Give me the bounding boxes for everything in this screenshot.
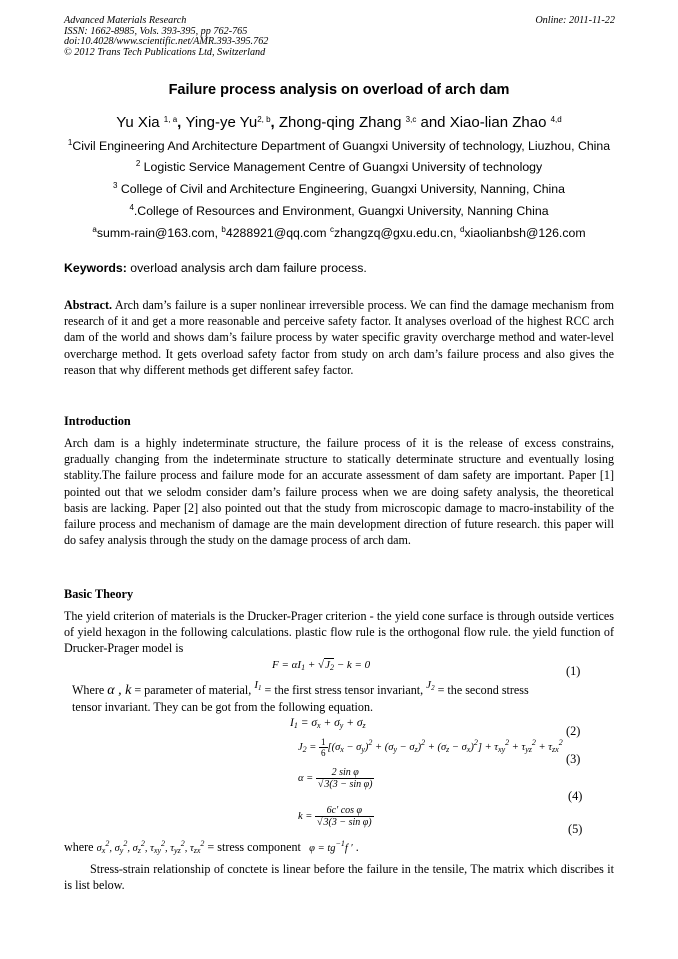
equation-5-number: (5) bbox=[568, 822, 583, 836]
journal-header bbox=[64, 16, 268, 58]
abstract bbox=[64, 297, 614, 378]
email-c: zhangzq@gxu.edu.cn, bbox=[333, 226, 460, 240]
doi-line: doi:10.4028/www.scientific.net/AMR.393-395.762 bbox=[64, 36, 269, 48]
basic-theory-heading: Basic Theory bbox=[64, 587, 134, 601]
journal-name: Advanced Materials Research bbox=[64, 15, 187, 26]
keywords-text: overload analysis arch dam failure process. bbox=[126, 261, 367, 275]
equation-k: k = $\frac{\text{6c′ cos φ}}{\text{√3(3 − sin φ)}}$ bbox=[298, 805, 372, 828]
equation-1-number: (1) bbox=[566, 664, 581, 678]
paper-title: Failure process analysis on overload of arch dam bbox=[168, 82, 510, 98]
keywords-label: Keywords: bbox=[64, 261, 127, 275]
equation-3-number: (3) bbox=[566, 752, 581, 766]
where-line-1: Where α , k = parameter of material, $^{I_1}$ = the first stress tensor invariant, $^{J_2}$ = the second stress bbox=[72, 679, 529, 698]
introduction-text: Arch dam is a highly indeterminate structure, the failure process of it is the release of excess constrains, gradually changing from the indeterminate structure to statically determinate structure and eventually losing stablity.The failure process and failure mode for an accurate assessment of dam safety are important. Paper [1] pointed out that we selodm consider dam’s failure process when we are doing safety analysis, the theoretical basis are lacking. Paper [2] also pointed out that the study from microscopic damage to macro-instability of the failure process and mechanism of damage are the main development direction of future research. this paper will do safey analysis through the study on the damage process of arch dam. bbox=[64, 436, 614, 548]
equation-2: $I_1 = \sigma_x + \sigma_y + \sigma_z$ bbox=[290, 717, 366, 730]
equation-2-number: (2) bbox=[566, 724, 581, 738]
equation-3: $J_2$ = $\frac{1}{6}$ $[(\sigma_x - \sigma_y)^2 + (\sigma_y - \sigma_z)^2 + (\sigma_z - \sigma_x)^2] + \tau_{xy}^2 + \tau_{yz}^2 + \tau_{zx}^2$ bbox=[298, 737, 563, 758]
equation-4-number: (4) bbox=[568, 789, 583, 803]
basic-theory-text: The yield criterion of materials is the Drucker-Prager criterion - the yield cone surface is through outside vertices of yield hexagon in the following calculations. plastic flow rule is the orthogonal flow rule. the yield function of Drucker-Prager model is bbox=[64, 609, 614, 656]
stress-strain-text: Stress-strain relationship of conctete is linear before the failure in the tensile, The matrix which discribes it is list below. bbox=[64, 862, 614, 893]
author-3: Zhong-qing Zhang $^{3,c}$ and bbox=[278, 114, 450, 131]
affiliation-1: $^1$Civil Engineering And Architecture Department of Guangxi University of technology, Liuzhou, China bbox=[67, 138, 611, 153]
affiliation-4: $^4$.College of Resources and Environment, Guangxi University, Nanning China bbox=[129, 203, 549, 218]
issn-line: ISSN: 1662-8985, Vols. 393-395, pp 762-765 bbox=[64, 25, 248, 37]
equation-alpha: α = $\frac{\text{2 sin φ}}{\text{√3(3 − sin φ)}}$ bbox=[298, 767, 373, 790]
equation-1: $F = \alpha I_1 + √J_2 - k = 0$ bbox=[272, 659, 371, 672]
abstract-label: Abstract. bbox=[64, 298, 113, 312]
where-stress-line: where $\sigma_x^2$, $\sigma_y^2$, $\sigma_z^2$, $\tau_{xy}^2$, $\tau_{yz}^2$, $\tau_{zx}^2$ = stress component $\varphi = tg^{-1}f$ ′ . bbox=[64, 839, 359, 855]
where-line-2: tensor invariant. They can be got from the following equation. bbox=[72, 700, 374, 714]
abstract-text: Arch dam’s failure is a super nonlinear irreversible process. We can find the damage mechanism from research of it and get a more reasonable and perceive safety factor. It analyses overload of the highest RCC arch dam of the world and shows dam’s failure process by water specific gravity overcharge method and water-level overcharge method. It gets overload safety factor from study on arch dam’s failure process and also gives the reason that why different methods get different safey factor. bbox=[64, 298, 614, 377]
author-2: Ying-ye Yu$^{2, b}$, bbox=[185, 114, 279, 131]
email-list: $^a$summ-rain@163.com, $^b$4288921@qq.com $^c$zhangzq@gxu.edu.cn, $^d$xiaolianbsh@126.com bbox=[92, 225, 586, 240]
affiliation-2: $^2$ Logistic Service Management Centre of Guangxi University of technology bbox=[135, 159, 543, 174]
copyright-line: © 2012 Trans Tech Publications Ltd, Switzerland bbox=[64, 46, 266, 58]
online-date: Online: 2011-11-22 bbox=[535, 15, 615, 26]
email-d: xiaolianbsh@126.com bbox=[464, 226, 586, 240]
author-list bbox=[0, 114, 678, 131]
email-b: 4288921@qq.com bbox=[225, 226, 330, 240]
email-a: summ-rain@163.com, bbox=[96, 226, 222, 240]
keywords bbox=[64, 261, 367, 275]
introduction-heading: Introduction bbox=[64, 414, 131, 428]
author-1: Yu Xia $^{1, a}$, bbox=[116, 114, 186, 131]
author-4: Xiao-lian Zhao $^{4,d}$ bbox=[449, 114, 562, 131]
affiliation-3: $^3$ College of Civil and Architecture Engineering, Guangxi University, Nanning, China bbox=[113, 181, 565, 196]
